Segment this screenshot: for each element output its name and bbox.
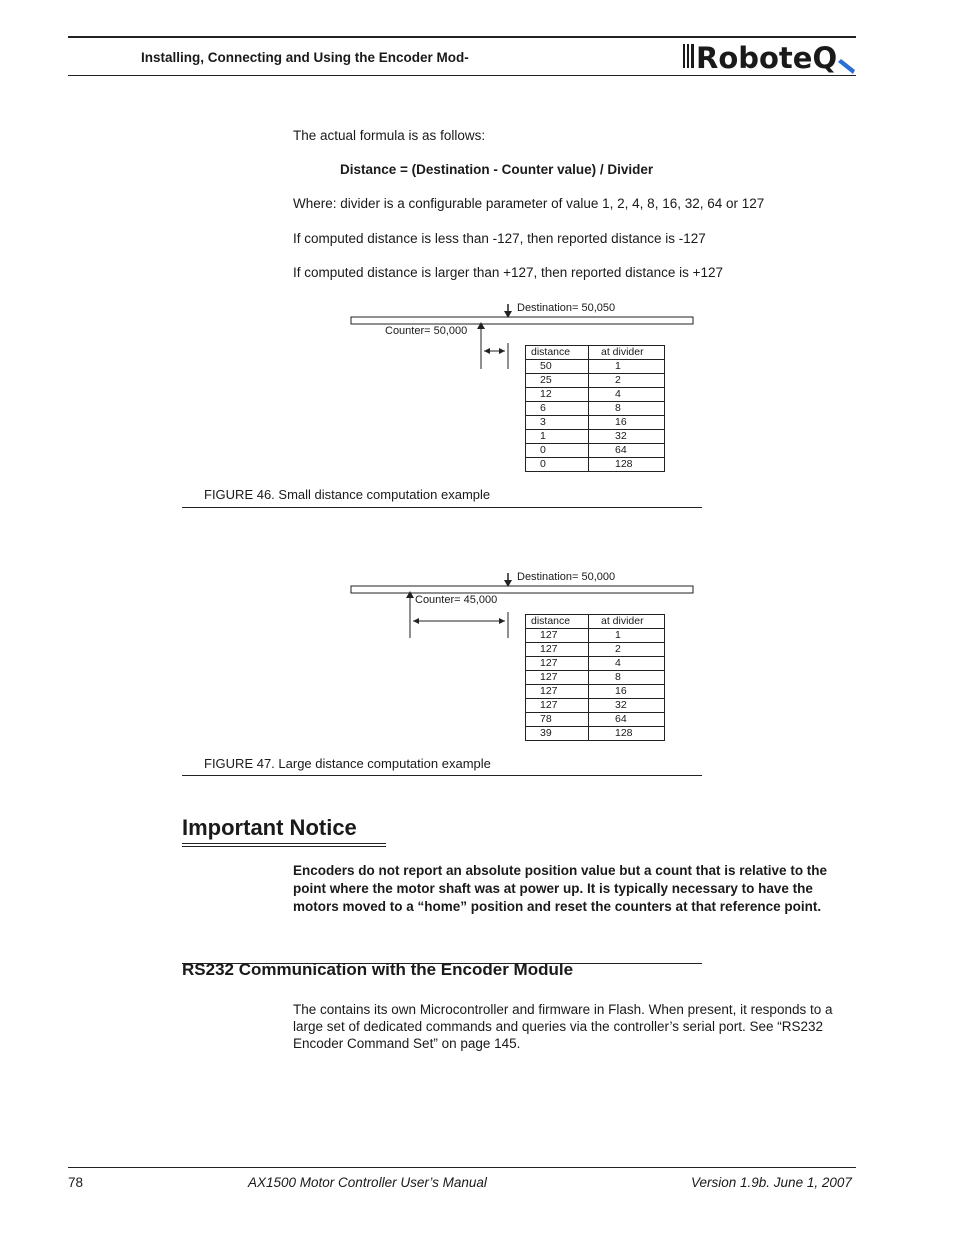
table-cell: 39 — [526, 727, 589, 741]
table-row — [526, 458, 665, 472]
table-cell: 127 — [526, 629, 589, 643]
table-row — [526, 727, 665, 741]
table-row — [526, 713, 665, 727]
footer-rule — [68, 1167, 856, 1168]
table-cell: 1 — [589, 629, 665, 643]
table-cell: 32 — [589, 430, 665, 444]
table-cell: 127 — [526, 685, 589, 699]
important-notice-underline-2 — [182, 846, 386, 847]
table-cell: 2 — [589, 643, 665, 657]
header-bottom-rule — [68, 75, 856, 76]
table-row — [526, 643, 665, 657]
table-cell: 32 — [589, 699, 665, 713]
important-notice-heading: Important Notice — [182, 815, 357, 840]
figure47-caption: FIGURE 47. Large distance computation example — [204, 756, 491, 771]
table-row — [526, 629, 665, 643]
table-header-cell: at divider — [589, 615, 665, 629]
table-row — [526, 360, 665, 374]
table-cell: 127 — [526, 657, 589, 671]
table-cell: 6 — [526, 402, 589, 416]
less-note: If computed distance is less than -127, then reported distance is -127 — [293, 231, 706, 246]
figure46-caption-rule — [182, 507, 702, 508]
table-cell: 4 — [589, 388, 665, 402]
table-cell: 127 — [526, 671, 589, 685]
table-cell: 0 — [526, 444, 589, 458]
rs232-text: The contains its own Microcontroller and firmware in Flash. When present, it responds to a large set of dedicated commands and queries via the controller’s serial port. See “RS232 Encoder Command Set” on page 145. — [293, 1002, 833, 1051]
table-cell: 12 — [526, 388, 589, 402]
table-row — [526, 388, 665, 402]
table-cell: 1 — [526, 430, 589, 444]
figure46-table — [525, 345, 665, 472]
header-title: Installing, Connecting and Using the Encoder Mod- — [141, 50, 469, 65]
table-row — [526, 685, 665, 699]
table-cell: 3 — [526, 416, 589, 430]
table-row — [526, 374, 665, 388]
table-row — [526, 699, 665, 713]
rs232-heading: RS232 Communication with the Encoder Module — [182, 960, 574, 979]
header-top-rule — [68, 36, 856, 38]
table-cell: 16 — [589, 416, 665, 430]
figure46-counter-label: Counter= 50,000 — [385, 325, 468, 337]
manual-title: AX1500 Motor Controller User’s Manual — [248, 1175, 487, 1190]
figure46-caption: FIGURE 46. Small distance computation example — [204, 487, 491, 502]
table-row — [526, 430, 665, 444]
table-header-cell: at divider — [589, 346, 665, 360]
table-cell: 16 — [589, 685, 665, 699]
table-cell: 4 — [589, 657, 665, 671]
table-cell: 64 — [589, 444, 665, 458]
intro-line: The actual formula is as follows: — [293, 128, 486, 143]
important-notice-underline-1 — [182, 843, 386, 844]
table-row — [526, 416, 665, 430]
formula: Distance = (Destination - Counter value) / Divider — [340, 162, 654, 177]
page-number: 78 — [68, 1175, 84, 1190]
table-cell: 78 — [526, 713, 589, 727]
table-cell: 127 — [526, 699, 589, 713]
logo-text: RoboteQ — [696, 41, 838, 74]
figure46-destination-label: Destination= 50,050 — [517, 302, 616, 314]
table-cell: 0 — [526, 458, 589, 472]
table-cell: 128 — [589, 458, 665, 472]
figure47-caption-rule — [182, 775, 702, 776]
figure47-destination-label: Destination= 50,000 — [517, 571, 616, 583]
roboteq-logo — [683, 40, 858, 79]
divider-note: Where: divider is a configurable parameter of value 1, 2, 4, 8, 16, 32, 64 or 127 — [293, 196, 765, 211]
table-cell: 50 — [526, 360, 589, 374]
table-cell: 25 — [526, 374, 589, 388]
table-cell: 127 — [526, 643, 589, 657]
important-notice-text: Encoders do not report an absolute position value but a count that is relative to the point where the motor shaft was at power up. It is typically necessary to have the motors moved to a “home” position and reset the counters at that reference point. — [293, 863, 828, 914]
figure47-table — [525, 614, 665, 741]
table-header-cell: distance — [526, 615, 589, 629]
figure47-counter-label: Counter= 45,000 — [415, 594, 498, 606]
table-row — [526, 444, 665, 458]
version-text: Version 1.9b. June 1, 2007 — [691, 1175, 852, 1190]
table-row — [526, 402, 665, 416]
table-cell: 64 — [589, 713, 665, 727]
table-header-row — [526, 346, 665, 360]
table-cell: 2 — [589, 374, 665, 388]
table-cell: 1 — [589, 360, 665, 374]
table-row — [526, 671, 665, 685]
table-header-cell: distance — [526, 346, 589, 360]
table-cell: 128 — [589, 727, 665, 741]
table-cell: 8 — [589, 671, 665, 685]
table-header-row — [526, 615, 665, 629]
larger-note: If computed distance is larger than +127, then reported distance is +127 — [293, 265, 724, 280]
table-cell: 8 — [589, 402, 665, 416]
table-row — [526, 657, 665, 671]
